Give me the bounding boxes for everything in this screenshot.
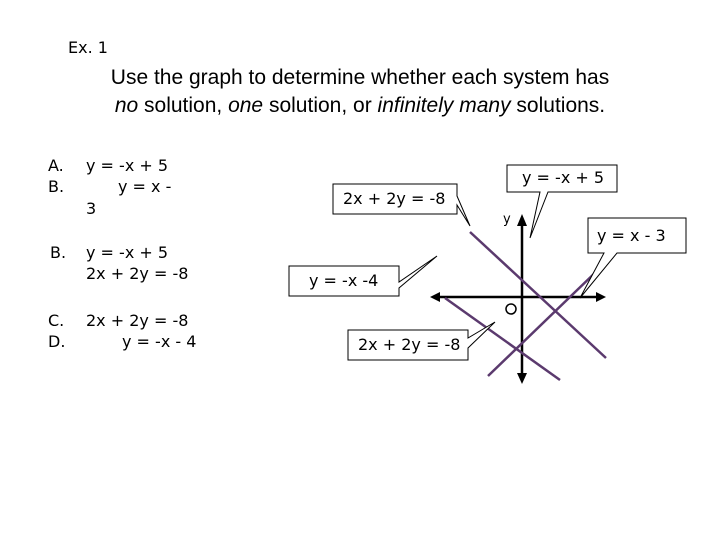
system-b-eq1: y = -x + 5 xyxy=(86,243,169,262)
y-axis-label: y xyxy=(503,212,511,227)
instruction-no: no xyxy=(114,94,139,117)
system-c-eq2: y = -x - 4 xyxy=(122,332,197,351)
callout-top-right-label: y = -x + 5 xyxy=(522,168,605,187)
instruction-line-1: Use the graph to determine whether each system has xyxy=(110,66,610,89)
system-c-marker: C. xyxy=(48,311,65,330)
origin-marker xyxy=(506,304,516,314)
instruction-text-3: solutions. xyxy=(510,94,606,117)
instruction-one: one xyxy=(228,94,264,117)
system-b-marker: B. xyxy=(50,243,67,262)
instruction-infinitely-many: infinitely many xyxy=(377,94,511,117)
callout-middle-left-label: y = -x -4 xyxy=(309,271,379,290)
callout-bottom-label: 2x + 2y = -8 xyxy=(358,335,461,354)
instruction-text-2: solution, or xyxy=(263,94,378,117)
line-y-eq-neg-x-plus-5 xyxy=(470,232,606,358)
system-a-marker: A. xyxy=(48,156,64,175)
x-axis-arrow-right xyxy=(596,292,606,302)
callout-right-label: y = x - 3 xyxy=(597,226,666,245)
instruction-text-1: solution, xyxy=(138,94,229,117)
system-a-eq1: y = -x + 5 xyxy=(86,156,169,175)
system-b-eq2: 2x + 2y = -8 xyxy=(86,264,189,283)
system-a-eq2-constant: 3 xyxy=(86,199,97,218)
example-label: Ex. 1 xyxy=(68,38,108,57)
callout-upper-left-label: 2x + 2y = -8 xyxy=(343,189,446,208)
system-b-marker-left: B. xyxy=(48,177,65,196)
y-axis-arrow-bottom xyxy=(517,373,527,384)
x-axis-arrow-left xyxy=(430,292,440,302)
line-y-eq-x-minus-3 xyxy=(488,268,600,376)
system-c-eq1: 2x + 2y = -8 xyxy=(86,311,189,330)
y-axis-arrow xyxy=(517,214,527,226)
system-a-eq2: y = x - xyxy=(118,177,172,196)
system-d-marker: D. xyxy=(48,332,66,351)
